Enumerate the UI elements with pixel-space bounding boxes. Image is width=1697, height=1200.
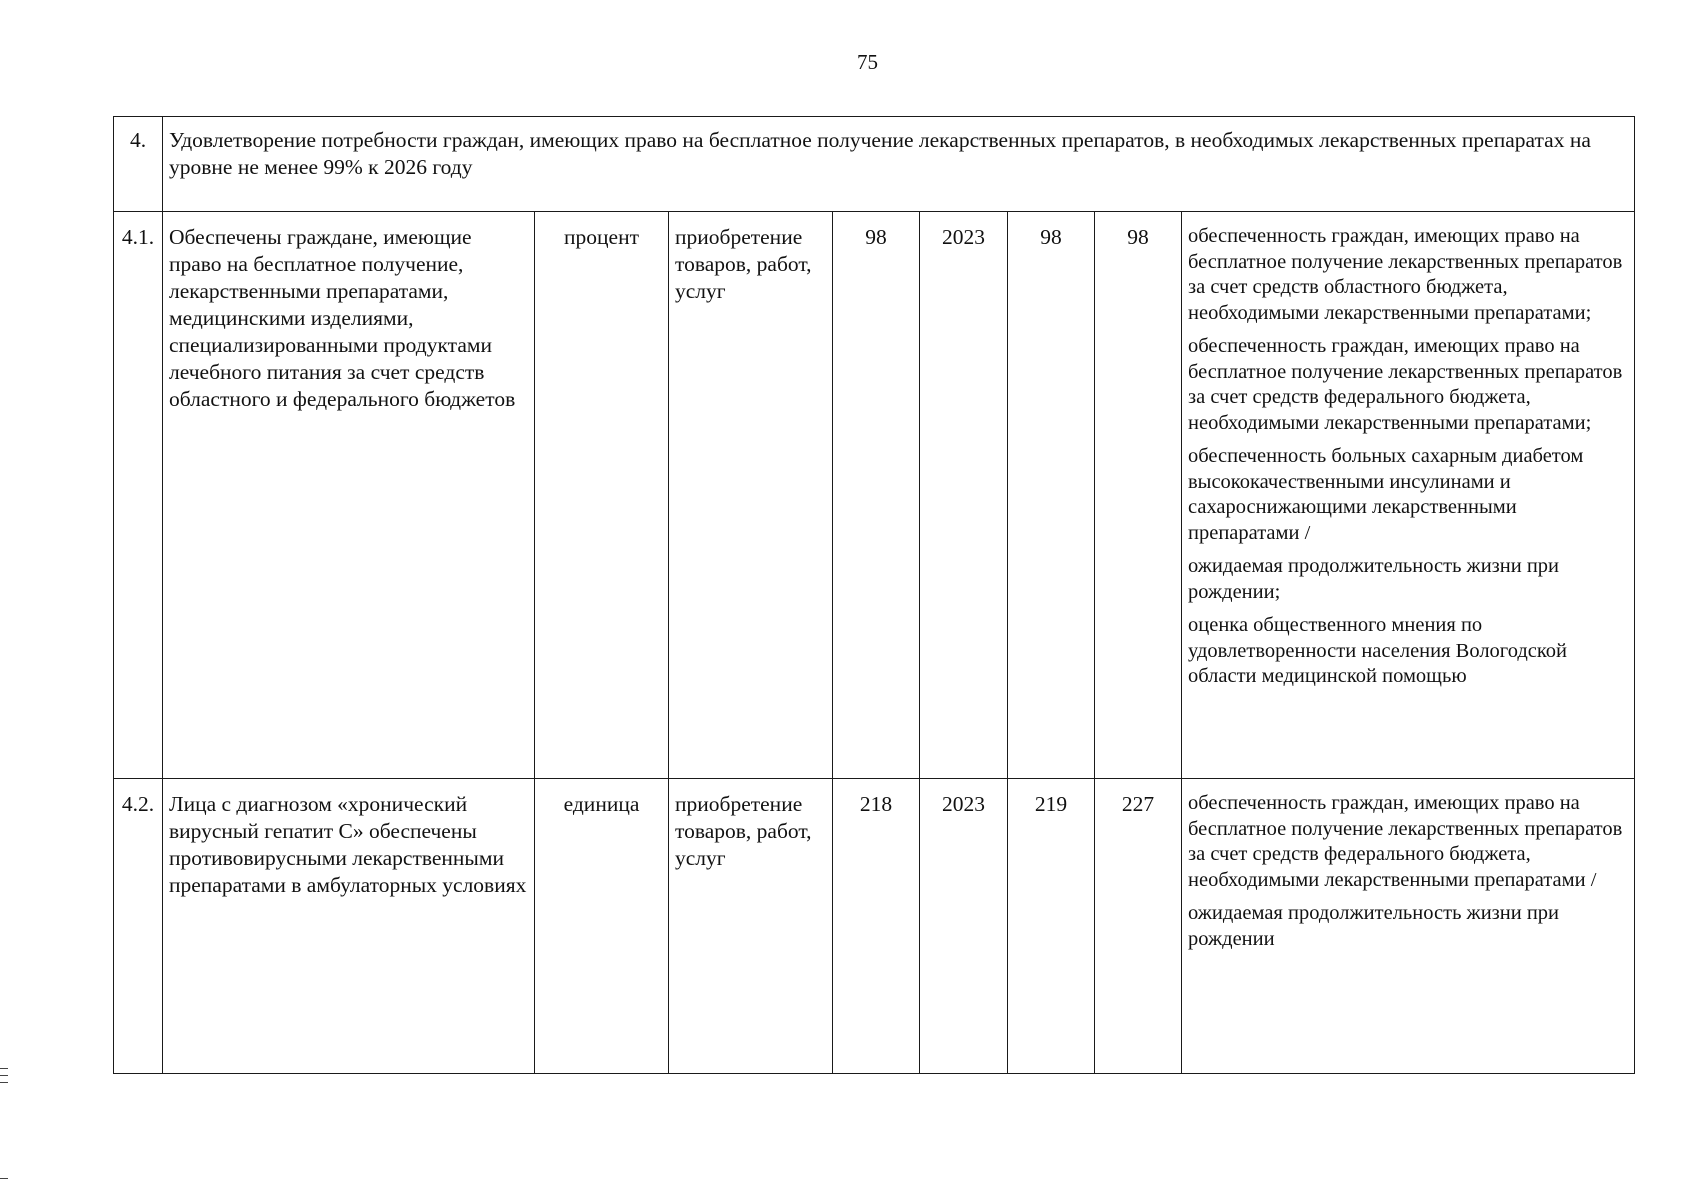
linked-indicator: обеспеченность граждан, имеющих право на бесплатное получение лекарственных препаратов за счет средств федерального бюджета, необходимыми лекарственными препаратами; <box>1188 335 1623 434</box>
value-year-2: 227 <box>1095 779 1182 1074</box>
linked-indicators <box>1182 212 1635 779</box>
result-type: приобретение товаров, работ, услуг <box>669 212 833 779</box>
result-name: Лица с диагнозом «хронический вирусный гепатит С» обеспечены противовирусными лекарственными препаратами в амбулаторных условиях <box>163 779 535 1074</box>
base-year: 2023 <box>920 779 1008 1074</box>
unit-of-measure: процент <box>535 212 669 779</box>
results-table <box>113 116 1635 1074</box>
base-value: 98 <box>833 212 920 779</box>
linked-indicator: обеспеченность больных сахарным диабетом высококачественными инсулинами и сахароснижающими лекарственными препаратами / <box>1188 445 1584 544</box>
result-name: Обеспечены граждане, имеющие право на бесплатное получение, лекарственными препаратами, медицинскими изделиями, специализированными продуктами лечебного питания за счет средств областного и федерального бюджетов <box>163 212 535 779</box>
base-year: 2023 <box>920 212 1008 779</box>
linked-indicators <box>1182 779 1635 1074</box>
table-row <box>114 212 1635 779</box>
base-value: 218 <box>833 779 920 1074</box>
result-type: приобретение товаров, работ, услуг <box>669 779 833 1074</box>
value-year-1: 219 <box>1008 779 1095 1074</box>
section-row <box>114 117 1635 212</box>
section-number: 4. <box>114 117 163 212</box>
linked-indicator: обеспеченность граждан, имеющих право на бесплатное получение лекарственных препаратов за счет средств федерального бюджета, необходимыми лекарственными препаратами / <box>1188 792 1623 891</box>
section-title: Удовлетворение потребности граждан, имеющих право на бесплатное получение лекарственных препаратов, в необходимых лекарственных препаратах на уровне не менее 99% к 2026 году <box>163 117 1635 212</box>
unit-of-measure: единица <box>535 779 669 1074</box>
linked-indicator: ожидаемая продолжительность жизни при рождении <box>1188 902 1560 950</box>
linked-indicator: ожидаемая продолжительность жизни при рождении; <box>1188 555 1560 603</box>
scan-margin-dash <box>0 1178 8 1179</box>
scan-margin-marks <box>0 1068 8 1089</box>
table-row <box>114 779 1635 1074</box>
row-number: 4.1. <box>114 212 163 779</box>
linked-indicator: оценка общественного мнения по удовлетворенности населения Вологодской области медицинской помощью <box>1188 614 1568 687</box>
row-number: 4.2. <box>114 779 163 1074</box>
value-year-2: 98 <box>1095 212 1182 779</box>
linked-indicator: обеспеченность граждан, имеющих право на бесплатное получение лекарственных препаратов за счет средств областного бюджета, необходимыми лекарственными препаратами; <box>1188 225 1623 324</box>
page-number: 75 <box>857 50 878 74</box>
value-year-1: 98 <box>1008 212 1095 779</box>
